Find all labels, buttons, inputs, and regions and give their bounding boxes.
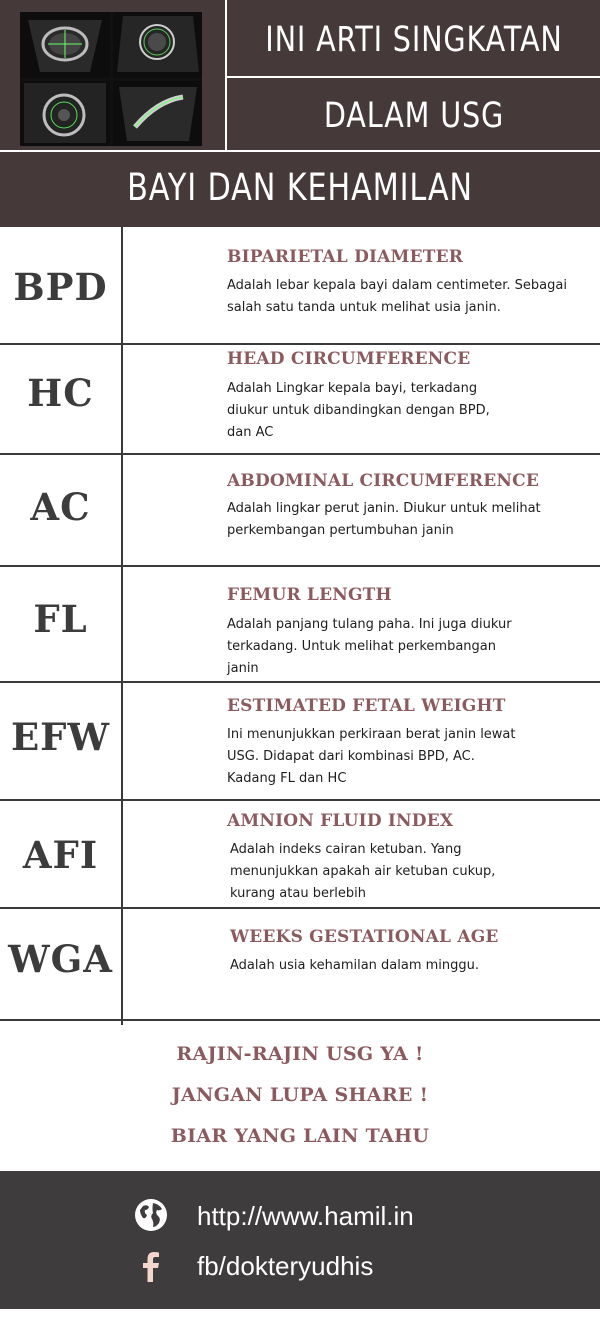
abbreviation: HC (27, 371, 94, 415)
slogan-1: RAJIN-RAJIN USG YA ! (176, 1043, 424, 1065)
description-line: Adalah Lingkar kepala bayi, terkadang (227, 381, 478, 396)
description-line: perkembangan pertumbuhan janin (227, 523, 454, 538)
title-line-1: INI ARTI SINGKATAN (265, 20, 563, 60)
table-row (0, 909, 600, 1019)
term-description (230, 839, 580, 905)
abbreviation: FL (33, 597, 88, 641)
description-line: Adalah lebar kepala bayi dalam centimeter. Sebagai (227, 278, 567, 293)
description-line: kurang atau berlebih (230, 886, 367, 901)
term-name: ESTIMATED FETAL WEIGHT (227, 696, 506, 716)
description-line: diukur untuk dibandingkan dengan BPD, (227, 403, 490, 418)
abbreviation: BPD (13, 265, 108, 309)
abbreviation: EFW (10, 715, 111, 759)
term-name: WEEKS GESTATIONAL AGE (230, 927, 499, 947)
abbreviation: AC (30, 485, 91, 529)
term-description (227, 614, 577, 680)
header-divider-full (0, 150, 600, 152)
description-line: janin (227, 661, 259, 676)
facebook-icon (134, 1249, 168, 1283)
term-name: ABDOMINAL CIRCUMFERENCE (227, 471, 540, 491)
term-description (227, 724, 577, 790)
term-name: AMNION FLUID INDEX (227, 811, 454, 831)
website-link[interactable]: http://www.hamil.in (197, 1201, 414, 1231)
header-banner (0, 0, 600, 227)
table-row (0, 683, 600, 799)
description-line: Adalah panjang tulang paha. Ini juga diukur (227, 617, 512, 632)
term-name: FEMUR LENGTH (227, 585, 392, 605)
description-line: Ini menunjukkan perkiraan berat janin lewat (227, 727, 516, 742)
header-divider-vertical (225, 0, 227, 150)
slogan-2: JANGAN LUPA SHARE ! (171, 1084, 429, 1106)
description-line: Kadang FL dan HC (227, 771, 347, 786)
description-line: Adalah usia kehamilan dalam minggu. (230, 958, 480, 973)
terms-table (0, 227, 600, 1022)
facebook-link[interactable]: fb/dokteryudhis (197, 1251, 374, 1281)
description-line: USG. Didapat dari kombinasi BPD, AC. (227, 749, 475, 764)
table-row (0, 455, 600, 565)
title-line-2: DALAM USG (323, 96, 505, 136)
header-divider-horizontal (227, 76, 600, 78)
globe-icon (134, 1198, 168, 1232)
row-divider (0, 1019, 600, 1021)
term-description (227, 498, 577, 542)
description-line: dan AC (227, 425, 274, 440)
ultrasound-image-4 (113, 81, 203, 147)
ultrasound-thumbnails (20, 12, 202, 146)
ultrasound-image-2 (113, 12, 203, 78)
table-row (0, 801, 600, 907)
abbreviation: WGA (8, 937, 113, 981)
description-line: Adalah lingkar perut janin. Diukur untuk melihat (227, 501, 541, 516)
slogan-3: BIAR YANG LAIN TAHU (170, 1125, 430, 1147)
term-description (227, 275, 577, 319)
term-description (230, 955, 580, 977)
term-name: HEAD CIRCUMFERENCE (227, 349, 471, 369)
description-line: salah satu tanda untuk melihat usia janin. (227, 300, 501, 315)
table-row (0, 567, 600, 681)
abbreviation: AFI (22, 833, 99, 877)
footer (0, 1171, 600, 1309)
table-row (0, 227, 600, 343)
term-description (227, 378, 577, 444)
ultrasound-image-1 (20, 12, 110, 78)
title-line-3: BAYI DAN KEHAMILAN (127, 166, 473, 209)
ultrasound-image-3 (20, 81, 110, 147)
description-line: menunjukkan apakah air ketuban cukup, (230, 864, 496, 879)
term-name: BIPARIETAL DIAMETER (227, 247, 464, 267)
table-row (0, 345, 600, 453)
description-line: terkadang. Untuk melihat perkembangan (227, 639, 496, 654)
description-line: Adalah indeks cairan ketuban. Yang (230, 842, 462, 857)
